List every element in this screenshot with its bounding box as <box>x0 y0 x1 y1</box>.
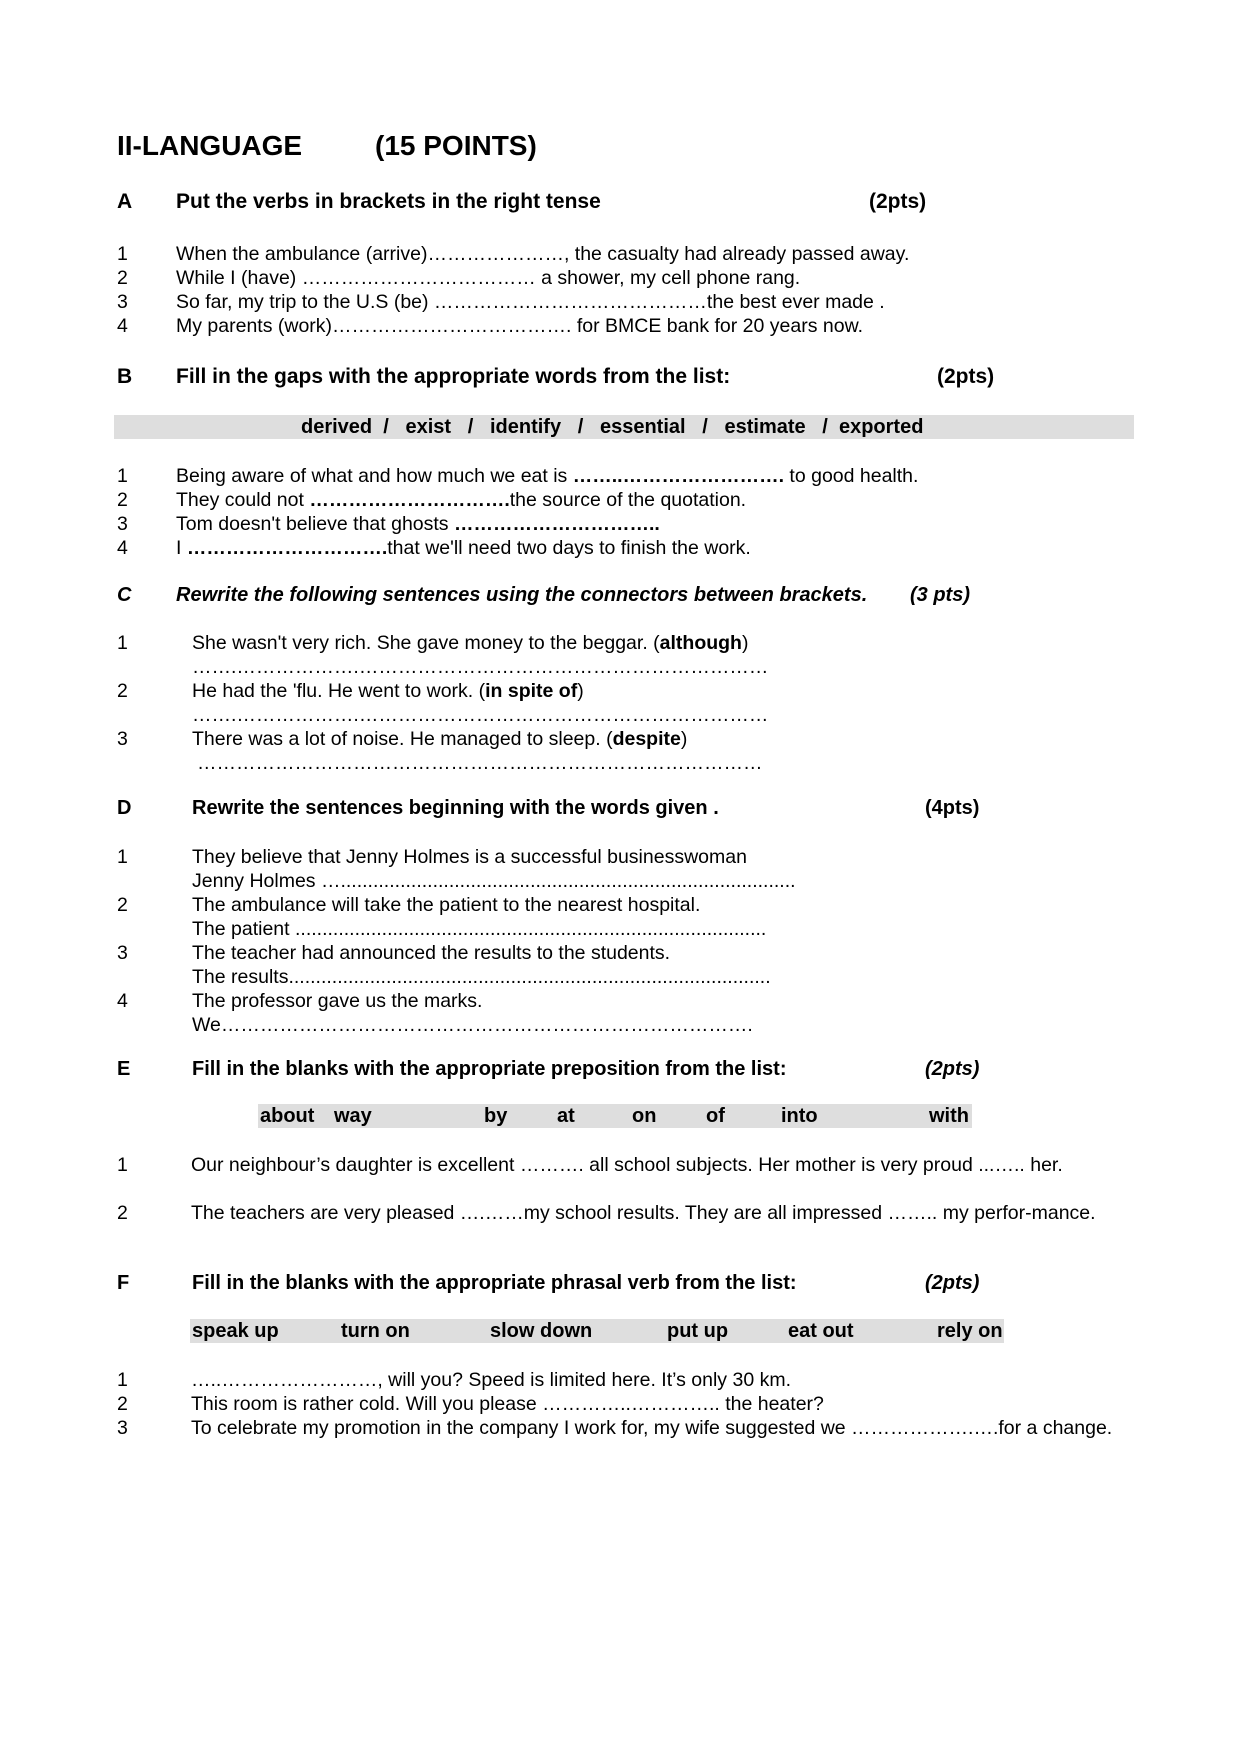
preposition-word: of <box>706 1105 725 1127</box>
f-item-number: 2 <box>117 1393 128 1415</box>
d-item-start: Jenny Holmes ….................................................................................... <box>192 870 796 892</box>
d-item-number: 4 <box>117 990 128 1012</box>
d-item-start: The patient ....................................................................................... <box>192 918 767 940</box>
section-a-letter: A <box>117 190 133 213</box>
phrasal-verb-word: put up <box>667 1320 729 1342</box>
b-item-number: 2 <box>117 489 128 511</box>
b-item-sentence: They could not ………………………….the source of the quotation. <box>176 489 747 511</box>
phrasal-verb-band <box>190 1319 1004 1343</box>
b-item-blank: …………………………. <box>309 489 510 511</box>
preposition-word: way <box>334 1105 372 1127</box>
preposition-word: into <box>781 1105 818 1127</box>
section-a-points: (2pts) <box>869 190 927 213</box>
d-item-number: 2 <box>117 894 128 916</box>
c-item-number: 1 <box>117 632 128 654</box>
section-b-instruction: Fill in the gaps with the appropriate words from the list: <box>176 365 731 388</box>
f-item-number: 3 <box>117 1417 128 1439</box>
a-item-text: My parents (work)………………………………. for BMCE bank for 20 years now. <box>176 315 863 337</box>
phrasal-verb-word: eat out <box>788 1320 854 1342</box>
section-c-instruction: Rewrite the following sentences using the connectors between brackets. <box>176 584 868 606</box>
c-item-sentence: There was a lot of noise. He managed to sleep. (despite) <box>192 728 688 750</box>
section-b-letter: B <box>117 365 133 388</box>
c-item-answer-line: …….……………….……………………………………………………… <box>192 656 769 678</box>
section-c-letter: C <box>117 584 132 606</box>
c-item-answer-line: …………………………………………………………………………… <box>197 752 763 774</box>
preposition-word: on <box>632 1105 657 1127</box>
section-e-points: (2pts) <box>925 1058 980 1080</box>
f-item-text: …..……………………, will you? Speed is limited here. It’s only 30 km. <box>191 1369 791 1391</box>
d-item-number: 3 <box>117 942 128 964</box>
word-list-b: derived / exist / identify / essential / estimate / exported <box>301 416 924 438</box>
preposition-word: with <box>929 1105 969 1127</box>
a-item-number: 4 <box>117 315 128 337</box>
f-item-text: To celebrate my promotion in the company I work for, my wife suggested we ……………….….for a change. <box>191 1417 1113 1439</box>
phrasal-verb-word: speak up <box>192 1320 279 1342</box>
phrasal-verb-word: rely on <box>937 1320 1003 1342</box>
c-item-number: 2 <box>117 680 128 702</box>
section-e-instruction: Fill in the blanks with the appropriate preposition from the list: <box>192 1058 787 1080</box>
page-title-part: II-LANGUAGE <box>117 130 303 161</box>
preposition-word: by <box>484 1105 508 1127</box>
a-item-number: 3 <box>117 291 128 313</box>
c-item-sentence: She wasn't very rich. She gave money to the beggar. (although) <box>192 632 749 654</box>
e-item-text: The teachers are very pleased ….……my school results. They are all impressed …….. my perfor-mance. <box>191 1202 1096 1224</box>
a-item-text: While I (have) ……………………………… a shower, my cell phone rang. <box>176 267 801 289</box>
b-item-blank: ……..……………………. <box>572 465 784 487</box>
d-item-start: The results......................................................................................... <box>192 966 771 988</box>
b-item-blank: ………………………….. <box>453 513 660 535</box>
c-item-number: 3 <box>117 728 128 750</box>
section-f-points: (2pts) <box>925 1272 980 1294</box>
d-item-number: 1 <box>117 846 128 868</box>
d-item-sentence: They believe that Jenny Holmes is a successful businesswoman <box>192 846 747 868</box>
phrasal-verb-word: slow down <box>490 1320 593 1342</box>
d-item-sentence: The teacher had announced the results to the students. <box>192 942 671 964</box>
page-title-points: (15 POINTS) <box>375 130 537 161</box>
b-item-sentence: Being aware of what and how much we eat is ……..……………………. to good health. <box>176 465 919 487</box>
section-d-letter: D <box>117 797 132 819</box>
b-item-sentence: I ………………………….that we'll need two days to finish the work. <box>176 537 751 559</box>
phrasal-verb-word: turn on <box>341 1320 410 1342</box>
c-item-connector: although <box>659 632 742 654</box>
section-f-letter: F <box>117 1272 130 1294</box>
section-a-instruction: Put the verbs in brackets in the right tense <box>176 190 601 213</box>
e-item-text: Our neighbour’s daughter is excellent ………. all school subjects. Her mother is very proud ...….. her. <box>191 1154 1063 1176</box>
e-item-number: 2 <box>117 1202 128 1224</box>
e-item-number: 1 <box>117 1154 128 1176</box>
b-item-number: 3 <box>117 513 128 535</box>
a-item-text: So far, my trip to the U.S (be) ……………………………………the best ever made . <box>176 291 885 313</box>
b-item-number: 4 <box>117 537 128 559</box>
section-d-points: (4pts) <box>925 797 980 819</box>
d-item-sentence: The professor gave us the marks. <box>192 990 483 1012</box>
d-item-sentence: The ambulance will take the patient to the nearest hospital. <box>192 894 701 916</box>
c-item-connector: despite <box>612 728 681 750</box>
section-b-points: (2pts) <box>937 365 995 388</box>
b-item-blank: …………………………. <box>186 537 388 559</box>
a-item-text: When the ambulance (arrive)…………………, the casualty had already passed away. <box>176 243 910 265</box>
d-item-start: We………………………………………………………………………. <box>192 1014 753 1036</box>
section-c-points: (3 pts) <box>910 584 970 606</box>
c-item-answer-line: …….……………….……………………………………………………… <box>192 704 769 726</box>
preposition-word: at <box>557 1105 575 1127</box>
a-item-number: 1 <box>117 243 128 265</box>
b-item-sentence: Tom doesn't believe that ghosts ………………………….. <box>176 513 660 535</box>
preposition-word: about <box>260 1105 315 1127</box>
section-d-instruction: Rewrite the sentences beginning with the words given . <box>192 797 719 819</box>
section-e-letter: E <box>117 1058 131 1080</box>
f-item-text: This room is rather cold. Will you please …………..………….. the heater? <box>191 1393 824 1415</box>
a-item-number: 2 <box>117 267 128 289</box>
c-item-sentence: He had the 'flu. He went to work. (in spite of) <box>192 680 584 702</box>
c-item-connector: in spite of <box>485 680 578 702</box>
section-f-instruction: Fill in the blanks with the appropriate phrasal verb from the list: <box>192 1272 797 1294</box>
b-item-number: 1 <box>117 465 128 487</box>
f-item-number: 1 <box>117 1369 128 1391</box>
